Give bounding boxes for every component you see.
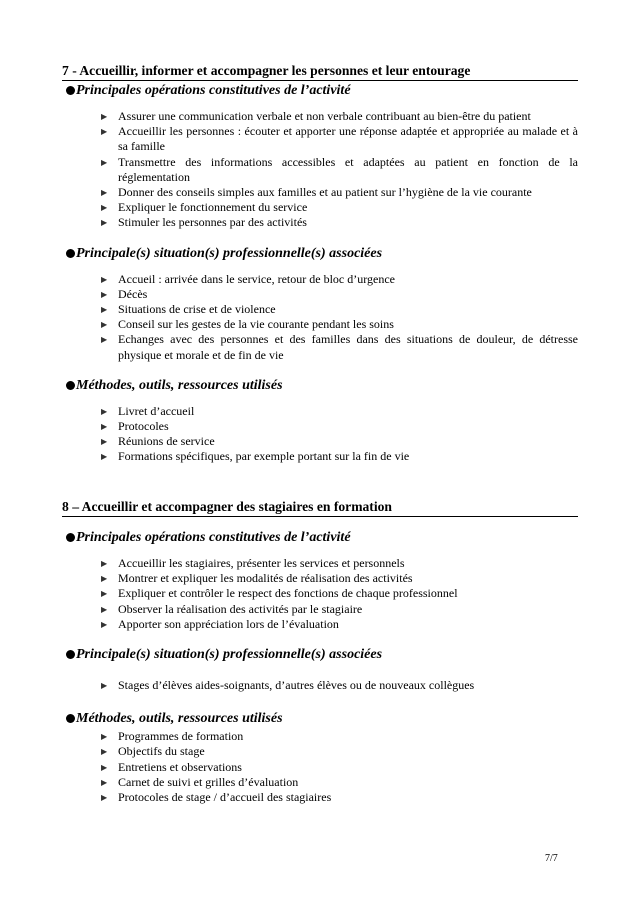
arrow-bullet-icon: ▶	[101, 452, 108, 462]
section-8-operations-list	[62, 556, 578, 632]
section-8-methods-heading: Méthodes, outils, ressources utilisés	[66, 710, 578, 728]
bullet-dot-icon	[66, 714, 75, 723]
arrow-bullet-icon: ▶	[101, 604, 108, 614]
list-item: ▶ Livret d’accueil	[101, 403, 195, 418]
list-item: ▶ Montrer et expliquer les modalités de réalisation des activités	[101, 571, 413, 586]
list-item: ▶ Echanges avec des personnes et des familles dans des situations de douleur, de détresse physique et morale et de fin de vie	[101, 332, 578, 362]
page-number: 7/7	[545, 853, 558, 864]
list-item: ▶ Expliquer le fonctionnement du service	[101, 200, 308, 215]
section-8-operations-heading: Principales opérations constitutives de l’activité	[66, 529, 578, 547]
bullet-dot-icon	[66, 533, 75, 542]
list-item: ▶ Apporter son appréciation lors de l’évaluation	[101, 616, 339, 631]
list-item: ▶ Accueil : arrivée dans le service, retour de bloc d’urgence	[101, 271, 395, 286]
arrow-bullet-icon: ▶	[101, 274, 108, 284]
arrow-bullet-icon: ▶	[101, 157, 108, 167]
list-item: ▶ Accueillir les personnes : écouter et apporter une réponse adaptée et appropriée au malade et à sa famille	[101, 124, 578, 154]
arrow-bullet-icon: ▶	[101, 559, 108, 568]
section-7-title: 7 - Accueillir, informer et accompagner les personnes et leur entourage	[62, 63, 578, 81]
arrow-bullet-icon: ▶	[101, 203, 108, 213]
arrow-bullet-icon: ▶	[101, 422, 108, 432]
section-7-operations-list	[62, 109, 578, 231]
arrow-bullet-icon: ▶	[101, 732, 108, 742]
list-item: ▶ Protocoles de stage / d’accueil des stagiaires	[101, 790, 332, 805]
list-item: ▶ Observer la réalisation des activités par le stagiaire	[101, 601, 363, 616]
arrow-bullet-icon: ▶	[101, 681, 108, 691]
list-item: ▶ Stimuler les personnes par des activités	[101, 215, 307, 230]
section-7-methods-list	[62, 404, 578, 465]
bullet-dot-icon	[66, 249, 75, 258]
section-8-title: 8 – Accueillir et accompagner des stagiaires en formation	[62, 499, 578, 517]
list-item: ▶ Expliquer et contrôler le respect des fonctions de chaque professionnel	[101, 586, 458, 601]
section-7-situations-list	[62, 272, 578, 363]
list-item: ▶ Carnet de suivi et grilles d’évaluation	[101, 774, 299, 789]
section-8-situations-list	[62, 678, 578, 693]
list-item: ▶ Accueillir les stagiaires, présenter les services et personnels	[101, 556, 405, 570]
arrow-bullet-icon: ▶	[101, 574, 108, 584]
list-item: ▶ Protocoles	[101, 419, 169, 434]
bullet-dot-icon	[66, 650, 75, 659]
list-item: ▶ Réunions de service	[101, 434, 215, 449]
section-7	[62, 63, 578, 465]
arrow-bullet-icon: ▶	[101, 335, 108, 345]
section-8	[62, 499, 578, 805]
section-7-operations-heading: Principales opérations constitutives de l’activité	[66, 82, 578, 100]
arrow-bullet-icon: ▶	[101, 589, 108, 599]
arrow-bullet-icon: ▶	[101, 305, 108, 315]
list-item: ▶ Situations de crise et de violence	[101, 302, 276, 317]
arrow-bullet-icon: ▶	[101, 619, 108, 629]
list-item: ▶ Entretiens et observations	[101, 759, 242, 774]
list-item: ▶ Décès	[101, 286, 148, 301]
section-8-situations-heading: Principale(s) situation(s) professionnelle(s) associées	[66, 646, 578, 664]
list-item: ▶ Objectifs du stage	[101, 744, 205, 759]
list-item: ▶ Assurer une communication verbale et non verbale contribuant au bien-être du patient	[101, 109, 531, 123]
arrow-bullet-icon: ▶	[101, 112, 108, 121]
section-8-methods-list	[62, 729, 578, 805]
list-item: ▶ Conseil sur les gestes de la vie courante pendant les soins	[101, 317, 394, 332]
arrow-bullet-icon: ▶	[101, 320, 108, 330]
bullet-dot-icon	[66, 381, 75, 390]
arrow-bullet-icon: ▶	[101, 127, 108, 137]
section-7-methods-heading: Méthodes, outils, ressources utilisés	[66, 377, 578, 395]
list-item: ▶ Formations spécifiques, par exemple portant sur la fin de vie	[101, 449, 410, 464]
arrow-bullet-icon: ▶	[101, 747, 108, 757]
arrow-bullet-icon: ▶	[101, 777, 108, 787]
arrow-bullet-icon: ▶	[101, 793, 108, 803]
arrow-bullet-icon: ▶	[101, 437, 108, 447]
list-item: ▶ Donner des conseils simples aux familles et au patient sur l’hygiène de la vie courante	[101, 185, 532, 200]
arrow-bullet-icon: ▶	[101, 762, 108, 772]
arrow-bullet-icon: ▶	[101, 406, 108, 416]
arrow-bullet-icon: ▶	[101, 188, 108, 198]
section-7-situations-heading: Principale(s) situation(s) professionnelle(s) associées	[66, 245, 578, 263]
list-item: ▶ Programmes de formation	[101, 729, 244, 744]
list-item: ▶ Transmettre des informations accessibles et adaptées au patient en fonction de la réglementation	[101, 154, 578, 184]
bullet-dot-icon	[66, 86, 75, 95]
arrow-bullet-icon: ▶	[101, 289, 108, 299]
arrow-bullet-icon: ▶	[101, 218, 108, 228]
list-item: ▶ Stages d’élèves aides-soignants, d’autres élèves ou de nouveaux collègues	[101, 678, 475, 693]
